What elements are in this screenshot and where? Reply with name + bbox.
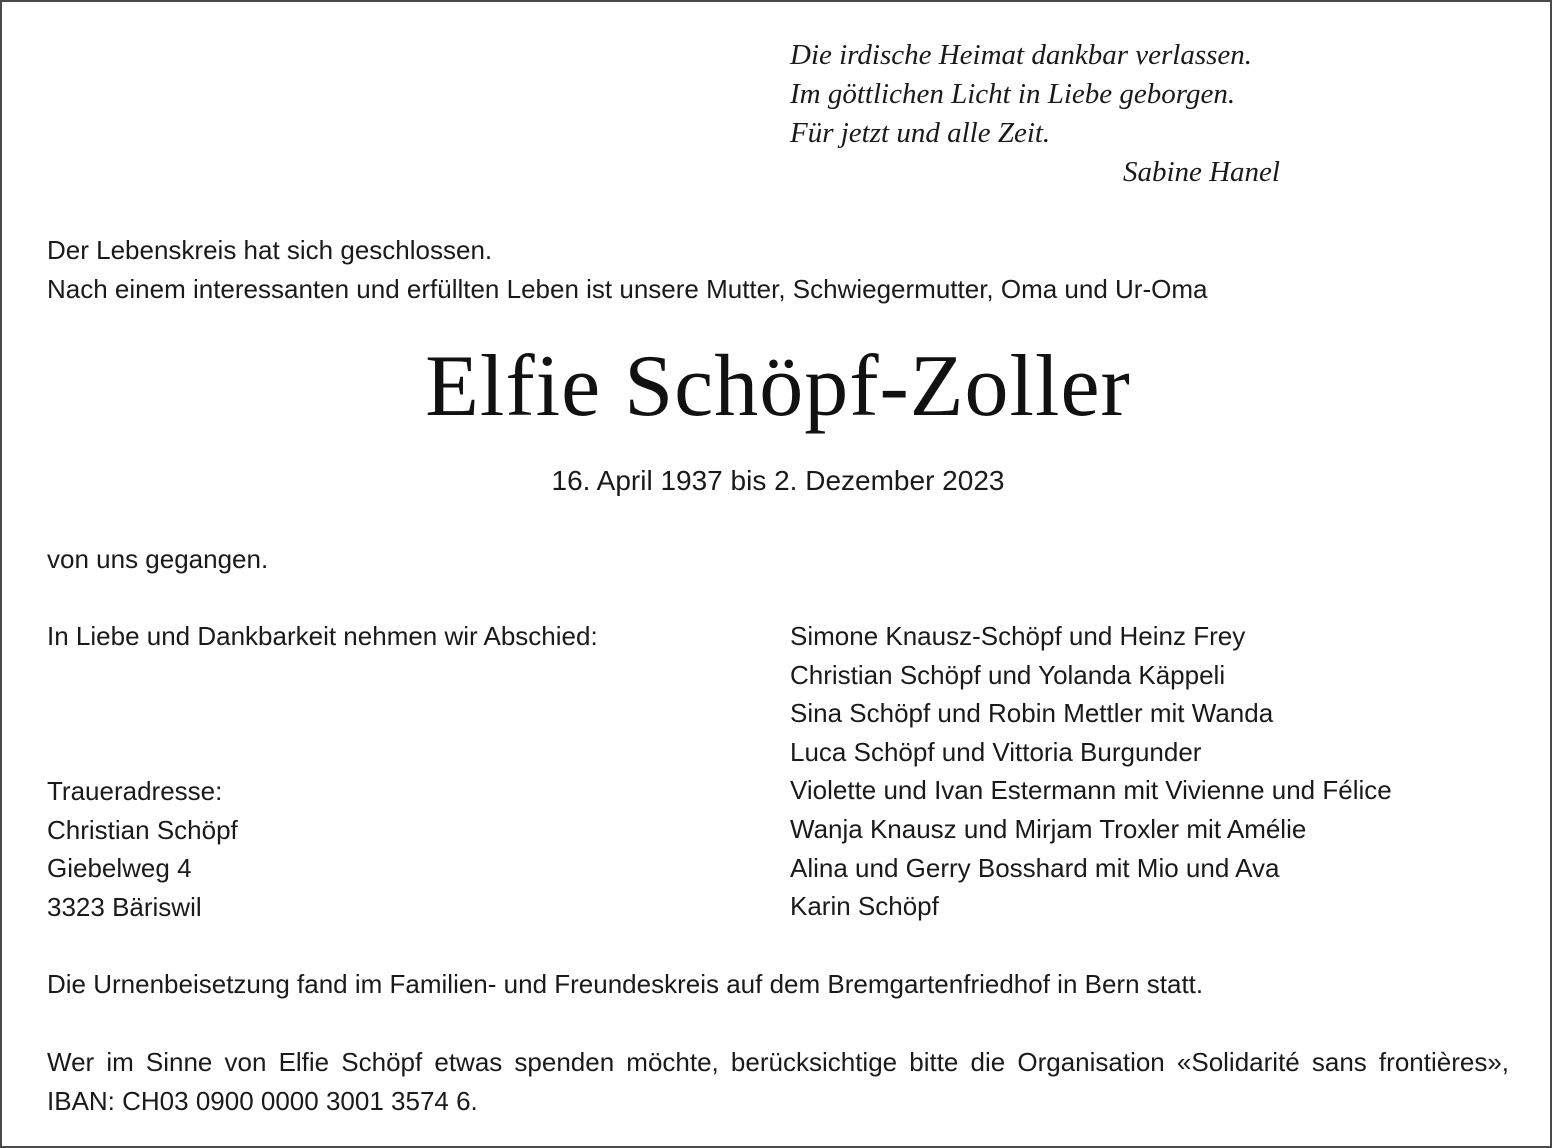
mourners-list xyxy=(790,617,1392,926)
mourner-entry: Simone Knausz-Schöpf und Heinz Frey xyxy=(790,621,1246,651)
intro-text xyxy=(47,231,1207,309)
mourner-entry: Sina Schöpf und Robin Mettler mit Wanda xyxy=(790,698,1274,729)
mourner-entry: Luca Schöpf und Vittoria Burgunder xyxy=(790,736,1202,767)
quote-line: Die irdische Heimat dankbar verlassen. xyxy=(790,39,1253,71)
quote-line: Im göttlichen Licht in Liebe geborgen. xyxy=(790,78,1236,110)
mourner-entry: Karin Schöpf xyxy=(790,891,939,922)
address-city: 3323 Bäriswil xyxy=(47,891,202,922)
passed-away-text: von uns gegangen. xyxy=(47,544,269,574)
intro-line: Nach einem interessanten und erfüllten Leben ist unsere Mutter, Schwiegermutter, Oma und Ur-Oma xyxy=(47,274,1208,304)
quote-author: Sabine Hanel xyxy=(1122,156,1280,188)
mourner-entry: Wanja Knausz und Mirjam Troxler mit Amélie xyxy=(790,813,1307,844)
address-label: Traueradresse: xyxy=(47,776,223,806)
deceased-name: Elfie Schöpf-Zoller xyxy=(425,338,1131,435)
burial-notice: Die Urnenbeisetzung fand im Familien- und Freundeskreis auf dem Bremgartenfriedhof in Bern statt. xyxy=(47,969,1204,999)
address-name: Christian Schöpf xyxy=(47,814,238,845)
memorial-quote xyxy=(790,36,1310,192)
life-dates: 16. April 1937 bis 2. Dezember 2023 xyxy=(551,465,1005,496)
quote-line: Für jetzt und alle Zeit. xyxy=(790,117,1051,149)
intro-line: Der Lebenskreis hat sich geschlossen. xyxy=(47,235,493,265)
mourning-address xyxy=(47,772,238,926)
mourner-entry: Violette und Ivan Estermann mit Vivienne und Félice xyxy=(790,775,1392,806)
donation-notice: Wer im Sinne von Elfie Schöpf etwas spenden möchte, berücksichtige bitte die Organisation «Solidarité sans frontières», IBAN: CH03 0900 0000 3001 3574 6. xyxy=(47,1047,1509,1116)
address-street: Giebelweg 4 xyxy=(47,853,192,884)
mourner-entry: Christian Schöpf und Yolanda Käppeli xyxy=(790,659,1226,690)
farewell-label: In Liebe und Dankbarkeit nehmen wir Abschied: xyxy=(47,621,598,651)
mourner-entry: Alina und Gerry Bosshard mit Mio und Ava xyxy=(790,852,1280,883)
